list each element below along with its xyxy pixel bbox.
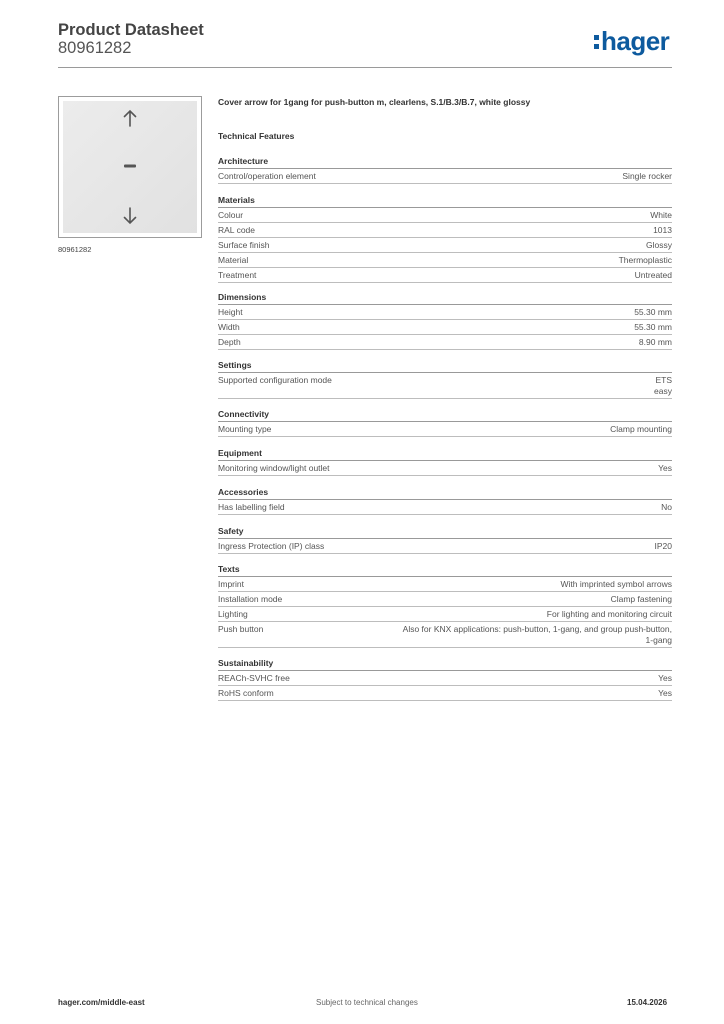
spec-value: For lighting and monitoring circuit [546, 608, 672, 619]
product-image [58, 96, 202, 238]
spec-label: Control/operation element [218, 170, 316, 181]
section-title: Texts [218, 564, 672, 577]
spec-row [218, 607, 672, 622]
footer-date: 15.04.2026 [627, 998, 668, 1007]
section-title: Accessories [218, 487, 672, 500]
spec-label: Supported configuration mode [218, 374, 332, 385]
spec-row [218, 208, 672, 223]
spec-label: RAL code [218, 224, 256, 235]
logo-text: hager [601, 26, 670, 56]
section-accessories [218, 487, 672, 515]
spec-row [218, 500, 672, 515]
section-safety [218, 526, 672, 554]
spec-label: RoHS conform [218, 687, 274, 698]
section-connectivity [218, 409, 672, 437]
spec-value: Glossy [646, 239, 672, 250]
spec-row [218, 671, 672, 686]
spec-label: Width [218, 321, 240, 332]
spec-value: Thermoplastic [618, 254, 672, 265]
spec-row [218, 238, 672, 253]
document-title: Product Datasheet [58, 21, 204, 39]
spec-row [218, 461, 672, 476]
spec-label: Ingress Protection (IP) class [218, 540, 325, 551]
spec-label: Installation mode [218, 593, 283, 604]
spec-row [218, 169, 672, 184]
section-materials [218, 195, 672, 283]
spec-value: Clamp mounting [610, 423, 672, 434]
spec-value [403, 624, 672, 646]
section-title: Sustainability [218, 658, 672, 671]
spec-value: Single rocker [622, 170, 672, 181]
header-divider [58, 67, 672, 68]
article-number: 80961282 [58, 39, 132, 57]
arrow-up-icon [123, 109, 137, 127]
section-title: Architecture [218, 156, 672, 169]
section-equipment [218, 448, 672, 476]
section-title: Materials [218, 195, 672, 208]
spec-value-line: 1-gang [645, 634, 672, 645]
spec-value: 1013 [653, 224, 672, 235]
spec-row [218, 373, 672, 399]
spec-label: Colour [218, 209, 244, 220]
spec-label: Material [218, 254, 249, 265]
section-title: Connectivity [218, 409, 672, 422]
section-settings [218, 360, 672, 399]
spec-row [218, 335, 672, 350]
spec-row [218, 223, 672, 238]
technical-features-heading: Technical Features [218, 131, 295, 141]
product-description: Cover arrow for 1gang for push-button m, clearlens, S.1/B.3/B.7, white glossy [218, 97, 531, 107]
spec-label: Depth [218, 336, 241, 347]
spec-row [218, 577, 672, 592]
spec-value: Yes [658, 672, 672, 683]
spec-row [218, 320, 672, 335]
spec-value: 55.30 mm [634, 306, 672, 317]
section-title: Dimensions [218, 292, 672, 305]
spec-row [218, 686, 672, 701]
spec-label: Mounting type [218, 423, 272, 434]
section-title: Settings [218, 360, 672, 373]
logo-dots-icon [594, 35, 599, 53]
spec-value: 8.90 mm [638, 336, 672, 347]
spec-label: Treatment [218, 269, 257, 280]
spec-value-line: Also for KNX applications: push-button, 1-gang, and group push-button, [402, 623, 672, 634]
minus-icon [123, 157, 137, 175]
hager-logo[interactable] [594, 28, 669, 54]
spec-value: No [661, 501, 672, 512]
spec-row [218, 268, 672, 283]
spec-value: Untreated [634, 269, 672, 280]
spec-value-line: easy [654, 385, 672, 396]
spec-value: 55.30 mm [634, 321, 672, 332]
spec-label: Lighting [218, 608, 248, 619]
section-sustainability [218, 658, 672, 701]
arrow-down-icon [123, 207, 137, 225]
spec-value: White [650, 209, 672, 220]
spec-row [218, 422, 672, 437]
spec-value: IP20 [654, 540, 672, 551]
spec-value: Clamp fastening [610, 593, 672, 604]
spec-row [218, 592, 672, 607]
section-title: Safety [218, 526, 672, 539]
spec-row [218, 622, 672, 648]
section-architecture [218, 156, 672, 184]
spec-value-line: ETS [655, 374, 672, 385]
spec-row [218, 305, 672, 320]
image-caption: 80961282 [58, 245, 92, 254]
spec-label: Push button [218, 623, 264, 634]
spec-value [654, 375, 672, 397]
spec-value: With imprinted symbol arrows [560, 578, 672, 589]
spec-label: Has labelling field [218, 501, 285, 512]
spec-label: Imprint [218, 578, 244, 589]
section-dimensions [218, 292, 672, 350]
spec-value: Yes [658, 687, 672, 698]
footer-website-link[interactable]: hager.com/middle-east [58, 998, 145, 1007]
spec-label: REACh-SVHC free [218, 672, 290, 683]
footer-note: Subject to technical changes [316, 998, 418, 1007]
section-title: Equipment [218, 448, 672, 461]
spec-label: Monitoring window/light outlet [218, 462, 330, 473]
section-texts [218, 564, 672, 648]
spec-row [218, 539, 672, 554]
spec-label: Surface finish [218, 239, 270, 250]
spec-value: Yes [658, 462, 672, 473]
spec-label: Height [218, 306, 243, 317]
spec-row [218, 253, 672, 268]
